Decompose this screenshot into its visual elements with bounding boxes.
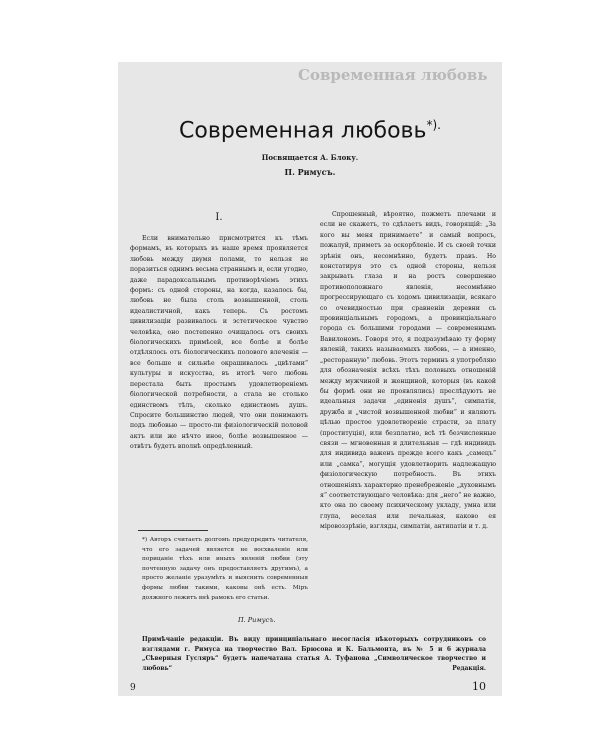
title-text: Современная любовь <box>179 118 427 144</box>
page-number-left: 9 <box>130 683 136 693</box>
right-column <box>320 210 496 533</box>
dedication: Посвящается А. Блоку. <box>261 153 359 162</box>
left-column-text: Если внимательно присмотрится къ тѣмъ формамъ, въ которыхъ въ наше время проявляется любовь между двумя полами, то нельзя не поразиться однимъ весьма страннымъ и, если угодно, даже парадоксальнымъ противорѣчіемъ этихъ формъ: съ одной стороны, на когда, казалось бы, любовь не была столь возвышенной, столь идеалистичной, какъ теперь. Съ ростомъ цивилизаціи развивалось и эстетическое чувство человѣка, оно постепенно очищалось отъ своихъ біологическихъ примѣсей, все болѣе и болѣе отдѣлялось отъ біологическихъ полового влеченія — все больше и сильнѣе окрашивалось „цвѣтами“ культуры и искусства, въ итогѣ чего любовь перестала быть простымъ удовлетвореніемъ біологической потребности, а стала не столько единствомъ тѣлъ, сколько единствомъ душъ. Спросите большинство людей, что они понимаютъ подъ любовью — просто-ли физіологическій половой актъ или же нѣчто иное, болѣе возвышенное — отвѣтъ будетъ вполнѣ опредѣленный. <box>130 235 308 451</box>
journal-page <box>118 62 502 696</box>
page-number-right: 10 <box>472 680 486 693</box>
editor-note <box>142 635 486 673</box>
footnote: *) Авторъ считаетъ долгомъ предупредить читателя, что его задачей является не восхваленіе или порицаніе тѣхъ или иныхъ явленій любви (эту почтенную задачу онъ предоставляетъ другимъ), а просто желаніе уразумѣть и выяснить современныя формы любви такими, каковы онѣ есть. Міръ должного лежитъ внѣ рамокъ его статьи. <box>142 537 308 601</box>
footnote-signature: П. Римусъ. <box>238 616 276 624</box>
editor-note-text: Въ виду принципіальнаго несогласія нѣкоторыхъ сотрудниковъ со взглядами г. Римуса на творчество Вал. Брюсова и К. Бальмонта, въ № 5 и 6 журнала „Сѣверныя Гусляръ“ будетъ напечатана статья А. Туфанова „Символическое творчество и любовь“ <box>142 636 487 672</box>
bleed-through-header: Современная любовь <box>298 66 488 84</box>
title-footnote-mark: *). <box>426 118 441 132</box>
footnote-rule <box>138 530 208 531</box>
editor-note-signature: Редакція. <box>452 664 486 672</box>
article-title <box>118 118 502 143</box>
editor-note-label: Примѣчаніе редакціи. <box>142 636 224 643</box>
author-name: П. Римусъ. <box>284 167 336 177</box>
left-column <box>130 234 308 453</box>
section-number: I. <box>215 212 223 223</box>
right-column-text: Спрошенный, вѣроятно, пожметъ плечами и если не скажетъ, то сдѣлаетъ видъ, говорящій: „За кого вы меня принимаете“ и самый вопросъ, пожалуй, приметъ за оскорбленіе. И съ своей точки зрѣнія онъ, несомнѣнно, будетъ правъ. Но констатируя это съ одной стороны, нельзя закрывать глаза и на ростъ совершенно противоположнаго явленія, несомнѣнно прогрессирующаго съ ходомъ цивилизаціи, всякаго со очевидностью при сравненіи деревни съ провинціальнымъ городомъ, а провинціальнаго города съ большими городами — современнымъ Вавилономъ. Говоря это, я подразумѣваю ту форму явленій, такихъ называемыхъ любовь, — а именно, „ресторанную“ любовь. Этотъ терминъ я употребляю для обозначенія всѣхъ тѣхъ половыхъ отношеній между мужчиной и женщиной, которыя (въ какой бы формѣ они не проявлялись) преслѣдуютъ не идеальныя задачи „единенія душъ“, симпатія, дружба и „чистой возвышенной любви“ и являютъ цѣлью простое удовлетвореніе страсти, за плату (проституція), или безплатно, всѣ тѣ безчисленные связи — мгновенныя и длительныя — гдѣ индивидъ для индивида важенъ прежде всего какъ „самецъ“ или „самка“, могущія удовлетворить надлежащую физіологическую потребность. Въ этихъ отношеніяхъ характерно пренебреженіе „духовнымъ я“ соответствующаго человѣка: для „него“ не важно, кто она по своему психическому укладу, умна или глупа, веселая или печальная, каково ея міровоззрѣніе, взгляды, симпатіи, антипатіи и т. д. <box>320 211 496 531</box>
